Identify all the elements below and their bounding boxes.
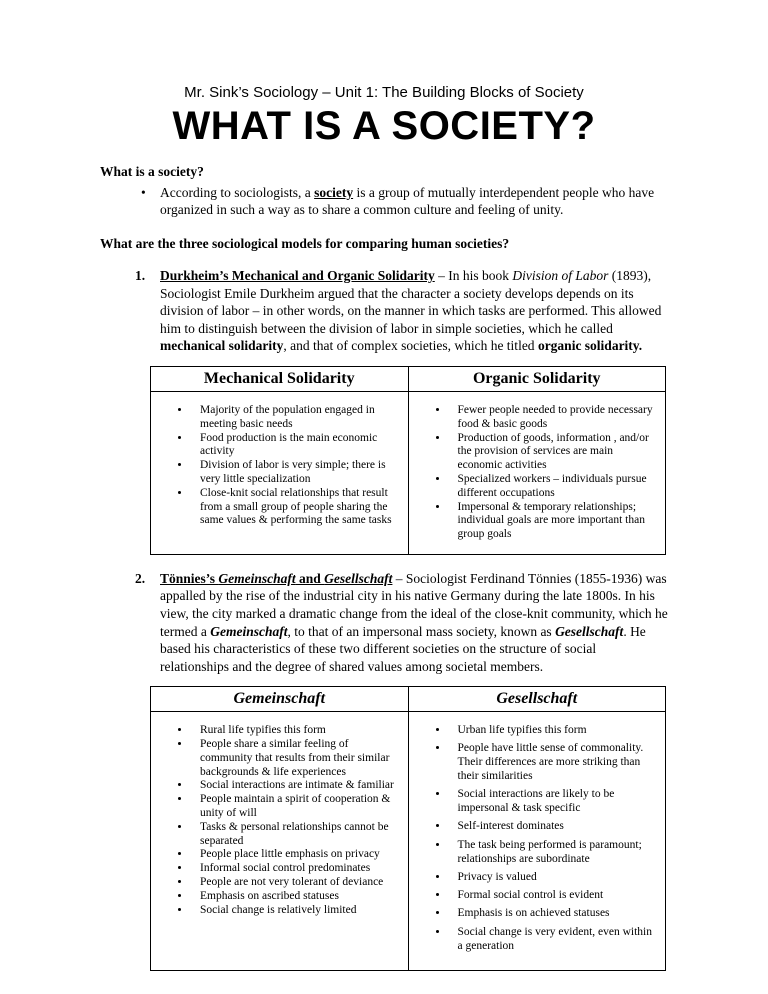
- bullet-item: • The task being performed is paramount; relationships are subordinate: [449, 839, 656, 867]
- mechanical-solidarity-list: [191, 404, 398, 528]
- bullet-item: • Fewer people needed to provide necessary food & basic goods: [449, 404, 656, 432]
- bullet-item: • Rural life typifies this form: [191, 724, 398, 738]
- item2-segment-mid: , to that of an impersonal mass society, known as: [287, 623, 556, 639]
- item1-paragraph: [160, 267, 668, 355]
- item1-segment-pre: In his book: [448, 268, 513, 284]
- item2-heading-pre: Tönnies’s: [160, 570, 219, 586]
- gg-table-header-row: [151, 687, 666, 712]
- bullet-item: • Close-knit social relationships that result from a small group of people sharing the same values & performing the same tasks: [191, 487, 398, 528]
- bullet-item: • Social change is relatively limited: [191, 904, 398, 918]
- bullet-item: • People place little emphasis on privacy: [191, 848, 398, 862]
- item2-heading-gesellschaft: Gesellschaft: [324, 570, 393, 586]
- bullet-item: • Tasks & personal relationships cannot be separated: [191, 821, 398, 849]
- term-gesellschaft: Gesellschaft: [555, 623, 624, 639]
- item2-paragraph: [160, 570, 668, 675]
- header-gemeinschaft: Gemeinschaft: [151, 687, 409, 712]
- item1-number: 1.: [135, 268, 146, 284]
- header-mechanical-solidarity: Mechanical Solidarity: [151, 366, 409, 391]
- numbered-item-1: [100, 267, 668, 355]
- bullet-item: • Informal social control predominates: [191, 862, 398, 876]
- bullet-item: • Emphasis on ascribed statuses: [191, 890, 398, 904]
- gemeinschaft-list: [191, 724, 398, 917]
- bullet-item: • People are not very tolerant of deviance: [191, 876, 398, 890]
- item1-segment-mid: (1893), Sociologist Emile Durkheim argued that the character a society develops depends on its division of labor – in other words, on the manner in which tasks are performed. This allowed him to distinguish between the division of labor in simple societies, which he called: [160, 268, 662, 336]
- item2-heading-and: and: [295, 570, 325, 586]
- intro-bullet-row: [100, 184, 668, 219]
- bullet-item: • Urban life typifies this form: [449, 724, 656, 738]
- item1-dash: –: [434, 268, 449, 284]
- gemeinschaft-gesellschaft-table: [150, 686, 666, 971]
- solidarity-table-header-row: [151, 366, 666, 391]
- item2-dash: –: [392, 570, 406, 586]
- term-society: society: [314, 184, 354, 200]
- header-gesellschaft: Gesellschaft: [408, 687, 666, 712]
- question-heading-models: What are the three sociological models for comparing human societies?: [100, 235, 510, 251]
- mechanical-solidarity-cell: [151, 391, 409, 554]
- bullet-item: • Social interactions are intimate & familiar: [191, 779, 398, 793]
- bullet-item: • Majority of the population engaged in meeting basic needs: [191, 404, 398, 432]
- header-organic-solidarity: Organic Solidarity: [408, 366, 666, 391]
- course-line: Mr. Sink’s Sociology – Unit 1: The Building Blocks of Society: [184, 84, 584, 101]
- gemeinschaft-cell: [151, 712, 409, 971]
- item2-segment-post: . He based his characteristics of these two different societies on the structure of social relationships and the degree of shared values among societal members.: [160, 623, 646, 674]
- book-title-division-of-labor: Division of Labor: [512, 268, 609, 284]
- bullet-item: • People share a similar feeling of community that results from their similar backgrounds & life experiences: [191, 738, 398, 779]
- gesellschaft-list: [449, 724, 656, 953]
- bullet-item: • Formal social control is evident: [449, 889, 656, 903]
- organic-solidarity-list: [449, 404, 656, 542]
- item1-segment-mid2: , and that of complex societies, which he titled: [283, 338, 538, 354]
- page-title: WHAT IS A SOCIETY?: [172, 104, 596, 148]
- term-mechanical-solidarity: mechanical solidarity: [160, 338, 284, 354]
- gg-table-body-row: [151, 712, 666, 971]
- bullet-item: • Impersonal & temporary relationships; individual goals are more important than group goals: [449, 501, 656, 542]
- item2-heading-gemeinschaft: Gemeinschaft: [218, 570, 296, 586]
- bullet-item: • People have little sense of commonality. Their differences are more striking than their similarities: [449, 742, 656, 783]
- intro-bullet-text: [160, 184, 668, 219]
- bullet-item: • Production of goods, information , and/or the provision of services are main economic activities: [449, 432, 656, 473]
- solidarity-table-body-row: [151, 391, 666, 554]
- gesellschaft-cell: [408, 712, 666, 971]
- item1-heading: Durkheim’s Mechanical and Organic Solidarity: [160, 268, 435, 284]
- bullet-item: • Social interactions are likely to be impersonal & task specific: [449, 788, 656, 816]
- bullet-item: • Division of labor is very simple; there is very little specialization: [191, 459, 398, 487]
- bullet-item: • People maintain a spirit of cooperation & unity of will: [191, 793, 398, 821]
- question-heading-what-is-society: What is a society?: [100, 164, 204, 179]
- bullet-item: • Emphasis is on achieved statuses: [449, 907, 656, 921]
- bullet-marker: •: [141, 184, 146, 200]
- numbered-item-2: [100, 570, 668, 675]
- bullet-item: • Self-interest dominates: [449, 820, 656, 834]
- organic-solidarity-cell: [408, 391, 666, 554]
- solidarity-comparison-table: [150, 366, 666, 555]
- bullet-item: • Specialized workers – individuals pursue different occupations: [449, 473, 656, 501]
- item2-number: 2.: [135, 570, 146, 586]
- bullet-item: • Food production is the main economic activity: [191, 432, 398, 460]
- intro-segment-post: is a group of mutually interdependent people who have organized in such a way as to share a common culture and feeling of unity.: [160, 184, 655, 218]
- bullet-item: • Privacy is valued: [449, 871, 656, 885]
- bullet-item: • Social change is very evident, even within a generation: [449, 926, 656, 954]
- term-organic-solidarity: organic solidarity.: [537, 338, 643, 354]
- item2-segment-pre: Sociologist Ferdinand Tönnies (1855-1936) was appalled by the rise of the industrial city in his native Germany during the late 1800s. In his view, the city marked a dramatic change from the ideal of the close-knit community, which he termed a: [160, 570, 668, 639]
- term-gemeinschaft: Gemeinschaft: [210, 623, 288, 639]
- intro-segment-pre: According to sociologists, a: [160, 184, 315, 200]
